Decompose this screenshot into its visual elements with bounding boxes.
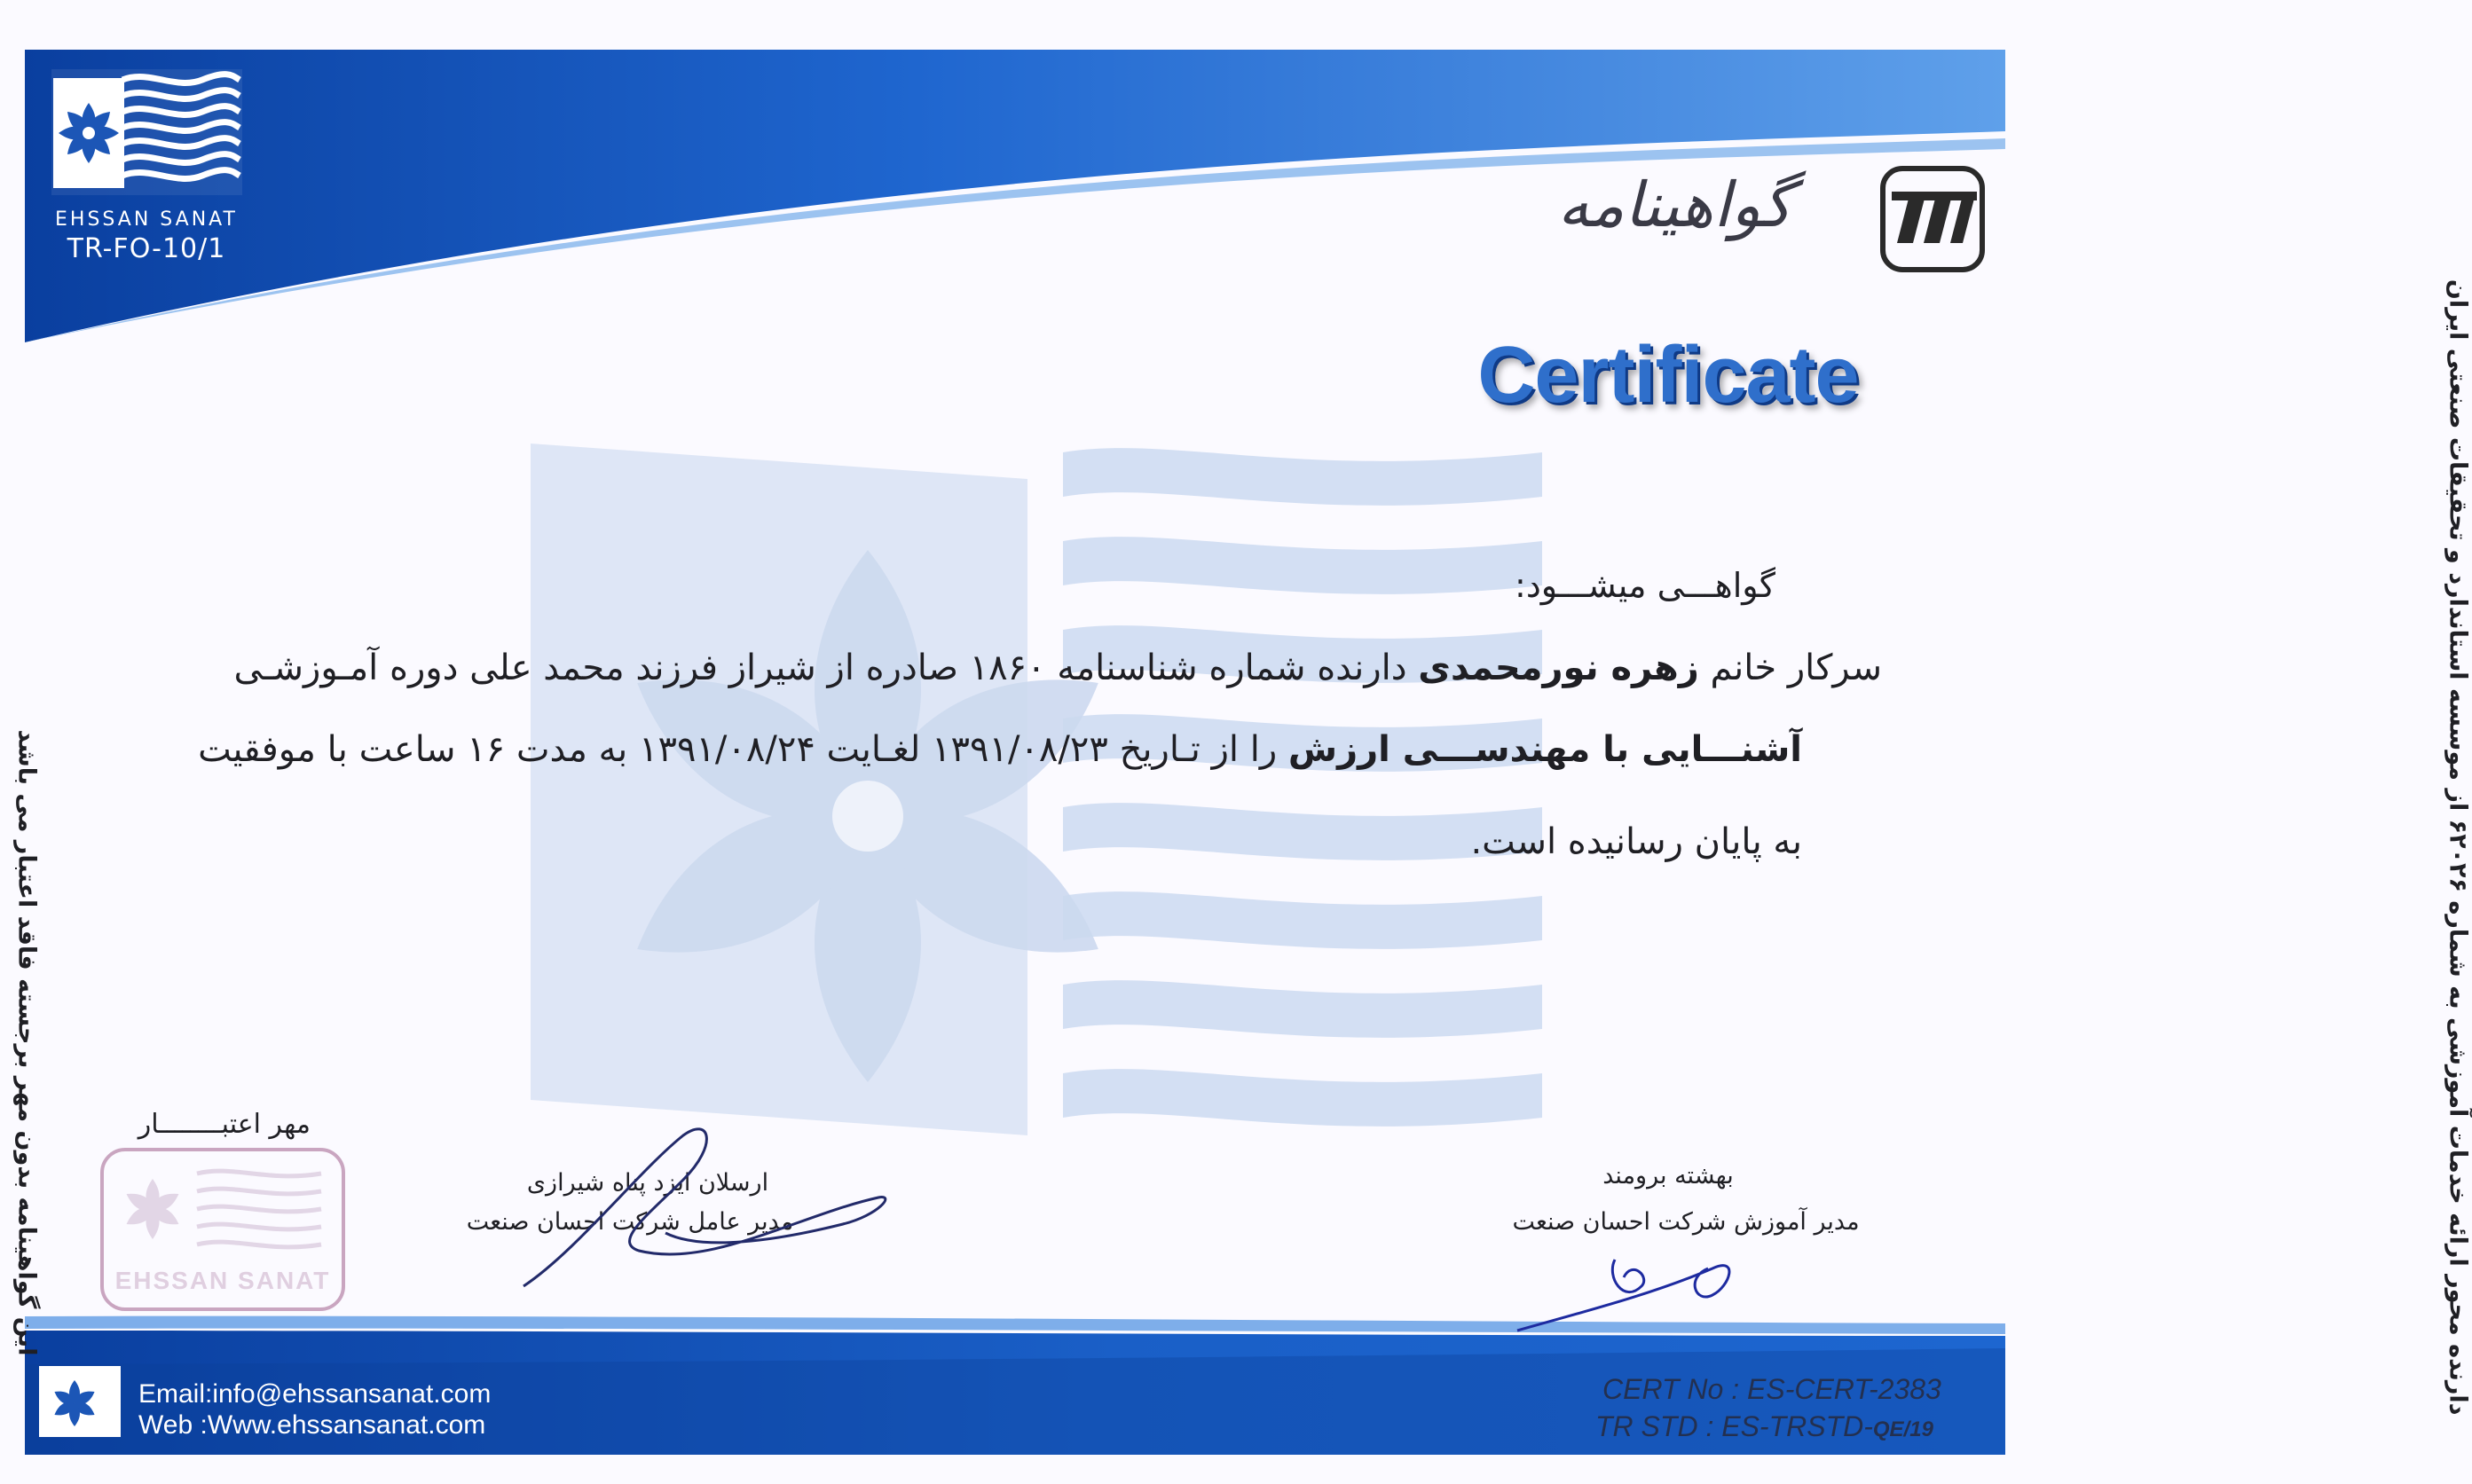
footer-email: Email:info@ehssansanat.com [138,1379,492,1409]
seal-stamp-text: EHSSAN SANAT [114,1267,331,1294]
line1-suffix: دارنده شماره شناسنامه ۱۸۶۰ صادره از شیراز فرزند محمد علی دوره آمـوزشـی [233,648,1419,688]
watermark-logo [531,444,1542,1135]
accreditation-note: دارنده محور ارائه خدمات آموزشی به شماره ۶۲۰۲۶ از موسسه استاندارد و تحقیقات صنعتی ایران [2444,279,2472,1416]
tr-std-label: TR STD : ES-TRSTD- [1595,1410,1873,1442]
certify-intro: گواهـــی میشـــود: [1515,566,1775,605]
training-manager-title: مدیر آموزش شرکت احسان صنعت [1512,1208,1860,1236]
body-line-2 [198,729,1802,770]
certificate-number: CERT No : ES-CERT-2383 [1602,1373,1941,1405]
embossed-seal [99,1147,346,1312]
course-name: آشنـــایی با مهندســـی ارزش [1287,729,1802,770]
footer-logo [39,1366,121,1437]
seal-label: مهر اعتبــــــــار [138,1109,311,1140]
recipient-name: زهره نورمحمدی [1418,648,1699,688]
training-standard [1595,1410,1933,1443]
body-line-3: به پایان رسانیده است. [1470,821,1802,862]
logo-brand-name: EHSSAN SANAT [55,208,238,231]
line2-suffix: را از تـاریخ ۱۳۹۱/۰۸/۲۳ لغـایت ۱۳۹۱/۰۸/۲۴ به مدت ۱۶ ساعت با موفقیت [198,729,1288,770]
footer-website: Web :Www.ehssansanat.com [138,1410,486,1440]
title-persian: گواهینامه [1557,169,1792,241]
body-line-1 [233,648,1882,688]
training-manager-name: بهشته برومند [1602,1162,1734,1190]
standard-logo-icon [1879,165,1986,273]
title-english: Certificate [1477,331,1859,420]
company-logo [51,69,242,195]
tr-std-suffix: QE/19 [1872,1417,1933,1441]
form-code: TR-FO-10/1 [67,233,226,264]
ceo-signature [506,1118,896,1295]
line1-prefix: سرکار خانم [1698,648,1882,688]
training-manager-signature [1508,1206,1828,1339]
ceo-name: ارسلان ایزد پناه شیرازی [526,1169,769,1197]
validity-note: این گواهینامه بدون مهر برجسته فاقد اعتبار می باشد [12,729,41,1356]
ceo-title: مدیر عامل شرکت احسان صنعت [466,1208,794,1236]
